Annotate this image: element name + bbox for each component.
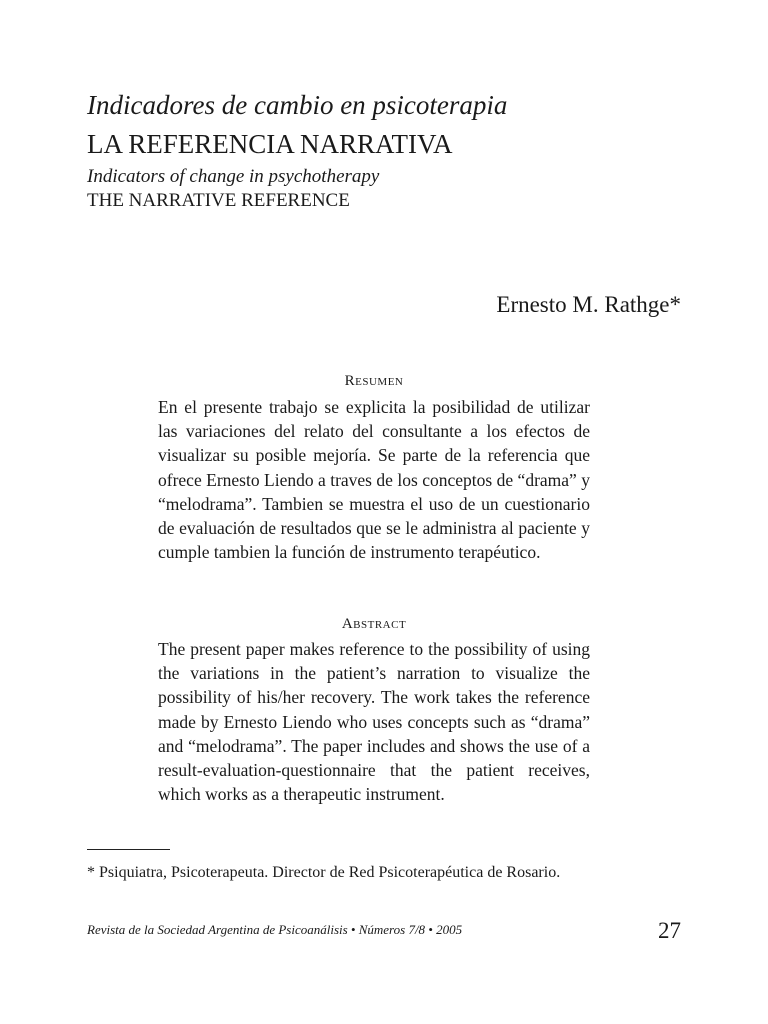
spanish-subtitle-italic: Indicadores de cambio en psicoterapia xyxy=(87,90,508,120)
resumen-heading: Resumen xyxy=(344,373,404,389)
footnote-divider xyxy=(87,849,170,850)
footnote: * Psiquiatra, Psicoterapeuta. Director de Red Psicoterapéutica de Rosario. xyxy=(87,864,561,881)
abstract-heading: Abstract xyxy=(341,616,407,632)
english-subtitle-italic: Indicators of change in psychotherapy xyxy=(87,166,380,187)
english-title: THE NARRATIVE REFERENCE xyxy=(87,190,350,211)
author-name: Ernesto M. Rathge* xyxy=(496,292,681,317)
spanish-title: LA REFERENCIA NARRATIVA xyxy=(87,129,453,159)
abstract-text: The present paper makes reference to the possibility of using the variations in the patient’s narration to visualize the possibility of his/her recovery. The work takes the reference made by Ernesto Liendo who uses concepts such as “drama” and “melodrama”. The paper includes and shows the use of a result-evaluation-questionnaire that the patient receives, which works as a therapeutic instrument. xyxy=(158,639,590,805)
page-number: 27 xyxy=(658,918,681,943)
resumen-text: En el presente trabajo se explicita la posibilidad de utilizar las variaciones del relato del consultante a los efectos de visualizar su posible mejoría. Se parte de la referencia que ofrece Ernesto Liendo a traves de los conceptos de “drama” y “melodrama”. Tambien se muestra el uso de un cuestionario de evaluación de resultados que se le administra al paciente y cumple tambien la función de instrumento terapéutico. xyxy=(158,397,590,563)
journal-footer: Revista de la Sociedad Argentina de Psicoanálisis • Números 7/8 • 2005 xyxy=(87,922,463,937)
